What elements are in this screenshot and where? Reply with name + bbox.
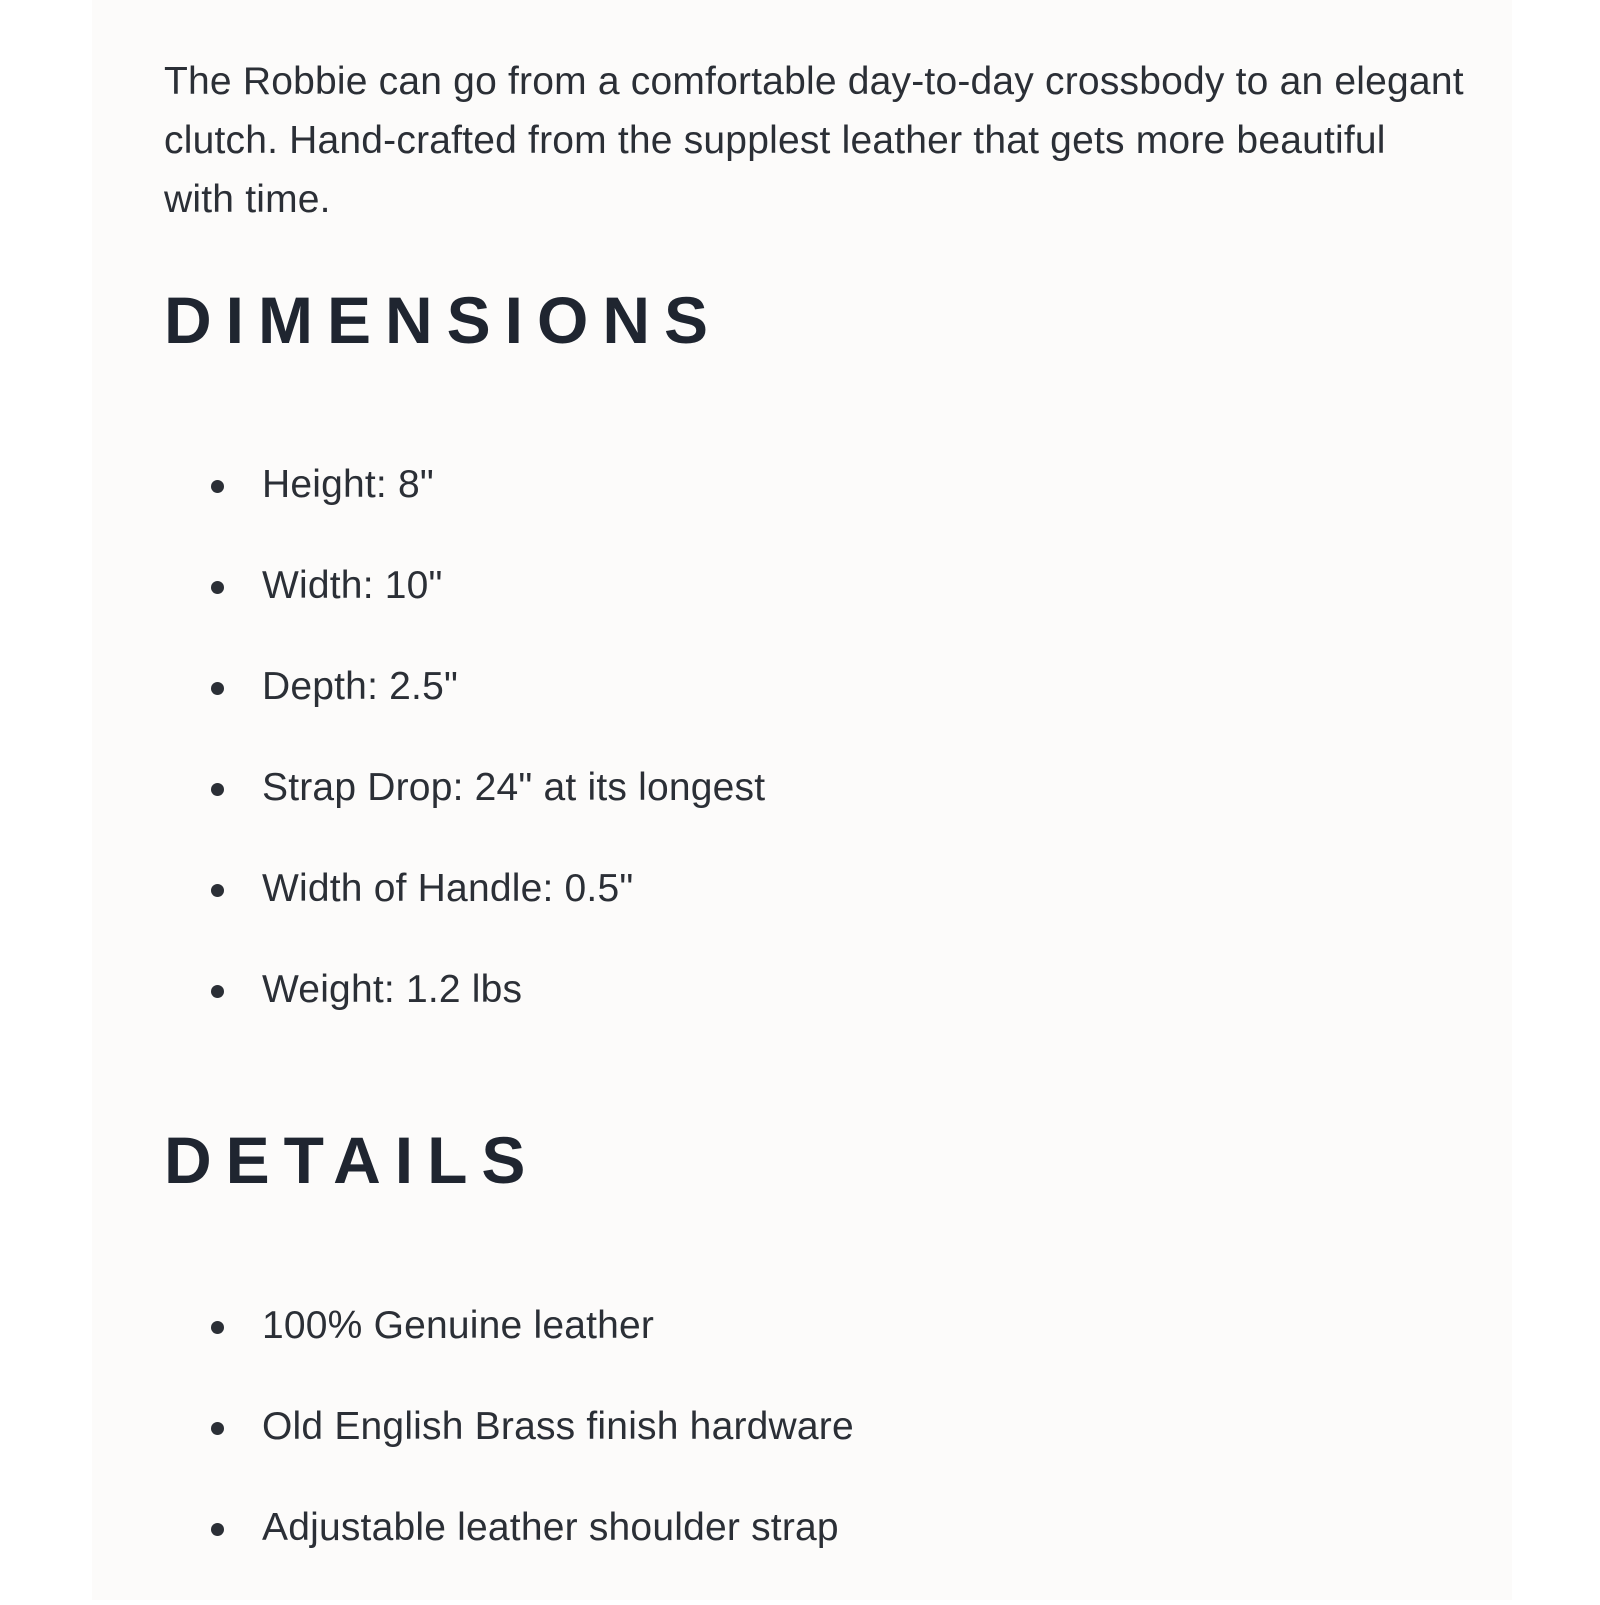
dimension-item-depth xyxy=(164,663,765,764)
details-heading: DETAILS xyxy=(164,1123,540,1197)
bullet-icon xyxy=(211,884,224,897)
dimension-item-handle-width xyxy=(164,865,765,966)
dimension-item-label: Strap Drop: 24" at its longest xyxy=(262,766,766,809)
dimension-item-width xyxy=(164,562,765,663)
detail-item-leather xyxy=(164,1302,854,1403)
bullet-icon xyxy=(211,783,224,796)
dimension-item-weight xyxy=(164,966,765,1067)
dimension-item-label: Width of Handle: 0.5" xyxy=(262,867,634,910)
detail-item-hardware xyxy=(164,1403,854,1504)
bullet-icon xyxy=(211,1321,224,1334)
dimension-item-label: Weight: 1.2 lbs xyxy=(262,968,523,1011)
product-description: The Robbie can go from a comfortable day-to-day crossbody to an elegant clutch. Hand-crafted from the supplest leather that gets more beautiful with time. xyxy=(164,60,1464,221)
detail-item-label: 100% Genuine leather xyxy=(262,1304,655,1347)
bullet-icon xyxy=(211,985,224,998)
dimension-item-strap-drop xyxy=(164,764,765,865)
dimension-item-label: Width: 10" xyxy=(262,564,443,607)
dimensions-list xyxy=(164,461,765,1067)
bullet-icon xyxy=(211,1523,224,1536)
bullet-icon xyxy=(211,581,224,594)
bullet-icon xyxy=(211,480,224,493)
bullet-icon xyxy=(211,1422,224,1435)
detail-item-shoulder-strap xyxy=(164,1504,854,1605)
detail-item-label: Old English Brass finish hardware xyxy=(262,1405,854,1448)
dimension-item-height xyxy=(164,461,765,562)
bullet-icon xyxy=(211,682,224,695)
detail-item-label: Adjustable leather shoulder strap xyxy=(262,1506,839,1549)
dimensions-heading: DIMENSIONS xyxy=(164,283,723,357)
dimension-item-label: Depth: 2.5" xyxy=(262,665,459,708)
details-list xyxy=(164,1302,854,1605)
dimension-item-label: Height: 8" xyxy=(262,463,434,506)
